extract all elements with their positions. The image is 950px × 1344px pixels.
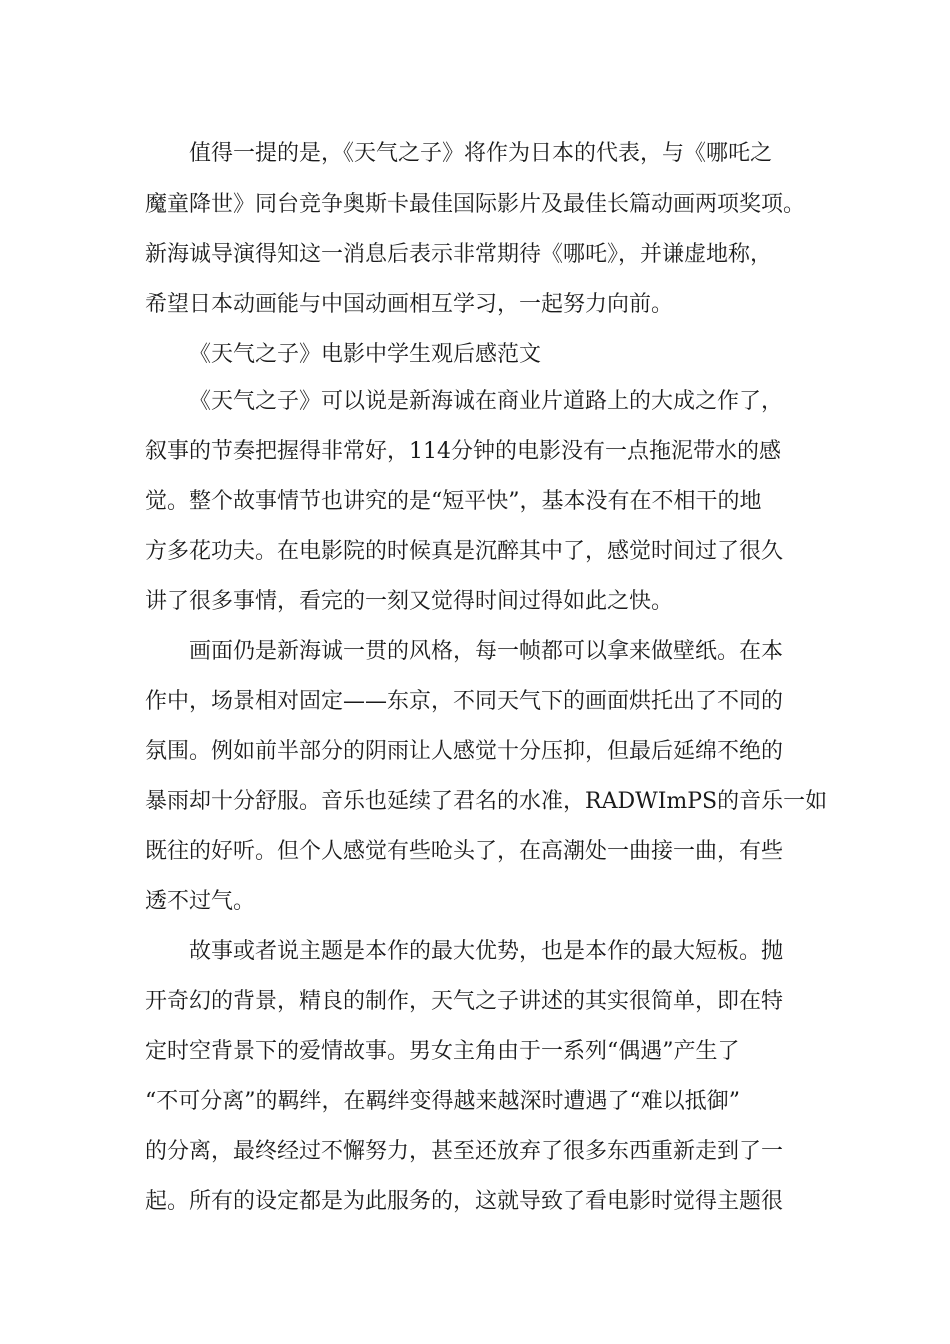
paragraph-5-line-1: 故事或者说主题是本作的最大优势，也是本作的最大短板。抛	[189, 939, 784, 964]
paragraph-1-line-3: 新海诚导演得知这一消息后表示非常期待《哪吒》，并谦虚地称，	[145, 242, 773, 267]
paragraph-4-line-5: 既往的好听。但个人感觉有些呛头了，在高潮处一曲接一曲，有些	[145, 839, 784, 864]
paragraph-3-line-3: 觉。整个故事情节也讲究的是“短平快”，基本没有在不相干的地	[145, 489, 762, 514]
paragraph-4-line-1: 画面仍是新海诚一贯的风格，每一帧都可以拿来做壁纸。在本	[189, 639, 784, 664]
paragraph-3-line-1: 《天气之子》可以说是新海诚在商业片道路上的大成之作了，	[189, 389, 784, 414]
paragraph-5-line-4: “不可分离”的羁绊，在羁绊变得越来越深时遭遇了“难以抵御”	[145, 1089, 740, 1114]
paragraph-4-line-4: 暴雨却十分舒服。音乐也延续了君名的水准，RADWImPS的音乐一如	[145, 789, 828, 814]
paragraph-1-line-1: 值得一提的是，《天气之子》将作为日本的代表，与《哪吒之	[189, 141, 773, 166]
paragraph-3-line-5: 讲了很多事情，看完的一刻又觉得时间过得如此之快。	[145, 589, 674, 614]
paragraph-1-line-2: 魔童降世》同台竞争奥斯卡最佳国际影片及最佳长篇动画两项奖项。	[145, 192, 806, 217]
paragraph-5-line-3: 定时空背景下的爱情故事。男女主角由于一系列“偶遇”产生了	[145, 1039, 740, 1064]
paragraph-5-line-6: 起。所有的设定都是为此服务的，这就导致了看电影时觉得主题很	[145, 1189, 784, 1214]
section-heading: 《天气之子》电影中学生观后感范文	[189, 342, 542, 367]
paragraph-5-line-5: 的分离，最终经过不懈努力，甚至还放弃了很多东西重新走到了一	[145, 1139, 784, 1164]
paragraph-4-line-3: 氛围。例如前半部分的阴雨让人感觉十分压抑，但最后延绵不绝的	[145, 739, 784, 764]
paragraph-4-line-6: 透不过气。	[145, 889, 256, 914]
paragraph-4-line-2: 作中，场景相对固定——东京，不同天气下的画面烘托出了不同的	[145, 689, 784, 714]
paragraph-3-line-4: 方多花功夫。在电影院的时候真是沉醉其中了，感觉时间过了很久	[145, 539, 784, 564]
paragraph-1-line-4: 希望日本动画能与中国动画相互学习，一起努力向前。	[145, 292, 674, 317]
paragraph-3-line-2: 叙事的节奏把握得非常好，114分钟的电影没有一点拖泥带水的感	[145, 439, 781, 464]
paragraph-5-line-2: 开奇幻的背景，精良的制作，天气之子讲述的其实很简单，即在特	[145, 989, 784, 1014]
